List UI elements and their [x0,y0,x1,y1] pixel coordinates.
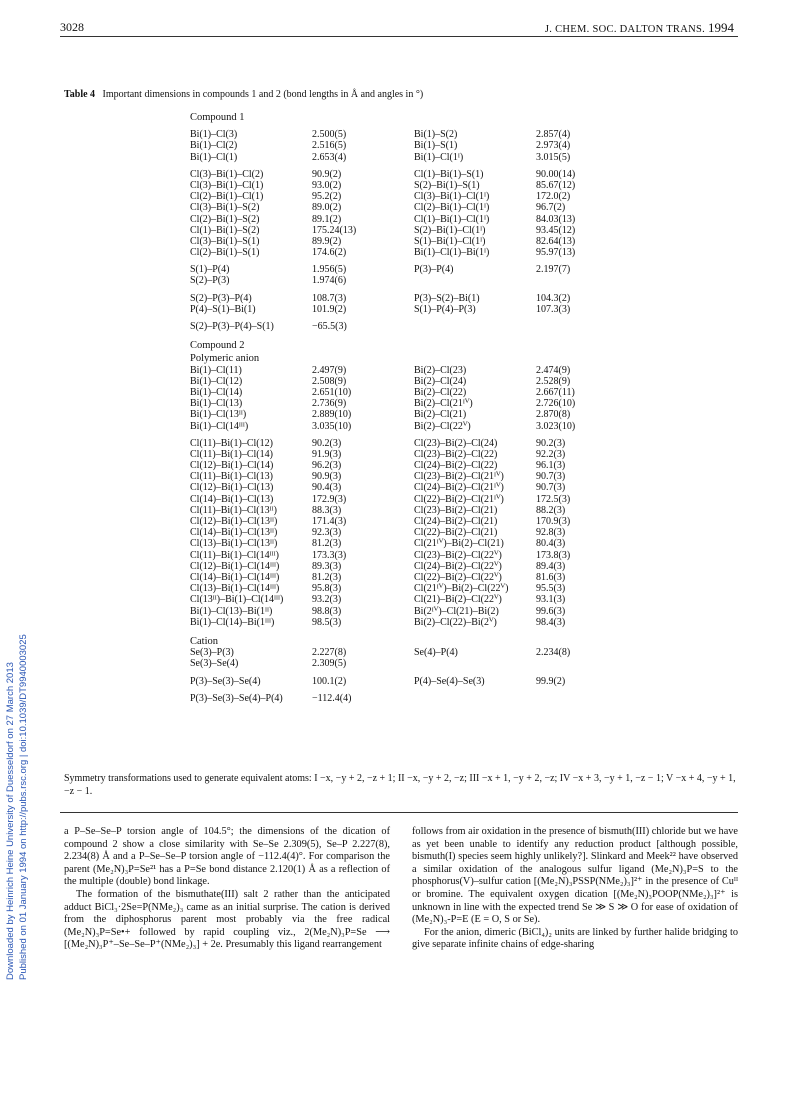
bond-label: Cl(3)–Bi(1)–S(2) [190,202,260,214]
bond-value: 2.528(9) [536,375,571,387]
bond-label: P(4)–Se(4)–Se(3) [414,675,485,687]
bond-label: Cl(13)–Bi(1)–Cl(14ᴵᴵᴵ) [190,583,280,595]
bond-label: Cl(23)–Bi(2)–Cl(21) [414,504,498,516]
bond-label: Cl(23)–Bi(2)–Cl(22) [414,448,498,460]
bond-label: Se(3)–Se(4) [190,658,239,670]
bond-label: Cl(12)–Bi(1)–Cl(13ᴵᴵ) [190,516,278,528]
table-row [190,538,750,549]
bond-value: 2.889(10) [312,409,352,421]
bond-label: Bi(1)–Cl(1)–Bi(1ᴵ) [414,247,490,259]
bond-label: Cl(22)–Bi(2)–Cl(21ᴵⱽ) [414,493,504,505]
bond-value: 108.7(3) [312,292,347,304]
page-number: 3028 [60,20,84,34]
bond-label: Cl(3)–Bi(1)–Cl(1ᴵ) [414,191,490,203]
table-row [190,583,750,594]
table-row [190,236,750,247]
bond-value: 174.6(2) [312,247,347,259]
bond-label: Bi(2ᴵⱽ)–Cl(21)–Bi(2) [414,605,499,617]
table-row [190,505,750,516]
bond-label: Se(4)–P(4) [414,647,458,659]
bond-value: 88.3(3) [312,504,342,516]
table-row [190,409,750,420]
bond-value: 90.7(3) [536,471,566,483]
bond-label: Cl(12)–Bi(1)–Cl(14ᴵᴵᴵ) [190,560,280,572]
bond-label: Cl(22)–Bi(2)–Cl(21) [414,527,498,539]
bond-label: Cl(21ᴵⱽ)–Bi(2)–Cl(21) [414,538,504,550]
table-block [190,264,750,286]
polymeric-anion-title: Polymeric anion [190,353,260,365]
table-row [190,617,750,628]
bond-value: 172.0(2) [536,191,571,203]
bond-label: Bi(1)–Cl(14) [190,386,243,398]
bond-label: S(2)–Bi(1)–Cl(1ᴵ) [414,224,486,236]
bond-label: Bi(1)–Cl(11) [190,364,242,376]
bond-value: 172.5(3) [536,493,571,505]
bond-label: Bi(2)–Cl(21) [414,409,467,421]
bond-label: Cl(11)–Bi(1)–Cl(13ᴵᴵ) [190,504,277,516]
bond-label: Cl(11)–Bi(1)–Cl(12) [190,437,273,449]
bond-label: S(2)–Bi(1)–S(1) [414,179,480,191]
bond-value: 2.973(4) [536,140,571,152]
bond-label: Cl(1)–Bi(1)–S(1) [414,168,484,180]
table-row [190,460,750,471]
bond-label: Cl(14)–Bi(1)–Cl(13) [190,493,274,505]
bond-value: 2.508(9) [312,375,347,387]
table-row [190,561,750,572]
bond-label: Bi(1)–Cl(2) [190,140,238,152]
bond-value: 89.9(2) [312,235,342,247]
bond-value: 2.234(8) [536,647,571,659]
table-block [190,676,750,687]
table-block [190,169,750,259]
bond-label: Cl(2)–Bi(1)–Cl(1) [190,191,264,203]
bond-label: P(3)–Se(3)–Se(4) [190,675,261,687]
bond-value: 89.4(3) [536,560,566,572]
bond-label: Cl(2)–Bi(1)–S(1) [190,247,260,259]
bond-value: 2.736(9) [312,398,347,410]
paragraph: For the anion, dimeric (BiCl₄)₂ units are linked by further halide bridging to give separate infinite chains of edge-sharing [412,926,738,951]
bond-value: 1.956(5) [312,264,347,276]
table-row [190,304,750,315]
bond-value: 173.3(3) [312,549,347,561]
table-row [190,516,750,527]
bond-value: 92.3(3) [312,527,342,539]
bond-value: −65.5(3) [312,321,347,333]
bond-label: Bi(1)–Cl(3) [190,129,238,141]
table-bottom-rule [60,812,738,813]
bond-value: 91.9(3) [312,448,342,460]
bond-value: 90.2(3) [536,437,566,449]
bond-value: 95.8(3) [312,583,342,595]
bond-value: 2.500(5) [312,129,347,141]
bond-label: Cl(3)–Bi(1)–Cl(1) [190,179,264,191]
bond-label: Cl(11)–Bi(1)–Cl(14ᴵᴵᴵ) [190,549,279,561]
table-row [190,225,750,236]
bond-value: −112.4(4) [312,692,352,704]
bond-label: Cl(14)–Bi(1)–Cl(14ᴵᴵᴵ) [190,571,280,583]
bond-value: 2.726(10) [536,398,576,410]
table-row [190,482,750,493]
bond-label: Cl(24)–Bi(2)–Cl(21) [414,516,498,528]
table-row [190,152,750,163]
body-column-left [64,826,390,952]
sidebar-line-downloaded[interactable]: Downloaded by Heinrich Heine University of Duesseldorf on 27 March 2013 [5,662,16,980]
compound2-title: Compound 2 [190,340,245,352]
table-block [190,365,750,432]
table-row [190,606,750,617]
bond-value: 2.857(4) [536,129,571,141]
bond-label: Bi(2)–Cl(23) [414,364,467,376]
bond-value: 85.67(12) [536,179,576,191]
table-row [190,202,750,213]
bond-value: 93.45(12) [536,224,576,236]
bond-label: Cl(1)–Bi(1)–S(2) [190,224,260,236]
bond-value: 96.2(3) [312,460,342,472]
bond-value: 3.015(5) [536,151,571,163]
bond-label: Cl(24)–Bi(2)–Cl(22) [414,460,498,472]
bond-value: 89.1(2) [312,213,342,225]
bond-label: Bi(2)–Cl(22)–Bi(2ⱽ) [414,616,497,628]
bond-label: Bi(1)–Cl(13ᴵᴵ) [190,409,247,421]
bond-label: Bi(1)–Cl(12) [190,375,243,387]
bond-label: Cl(12)–Bi(1)–Cl(13) [190,482,274,494]
bond-value: 2.197(7) [536,264,571,276]
bond-value: 3.023(10) [536,420,576,432]
bond-value: 90.9(3) [312,471,342,483]
bond-value: 2.474(9) [536,364,571,376]
bond-value: 2.667(11) [536,386,575,398]
bond-label: Cl(24)–Bi(2)–Cl(22ⱽ) [414,560,502,572]
bond-label: Cl(3)–Bi(1)–S(1) [190,235,260,247]
table-label: Table 4 [64,89,96,100]
bond-label: Cl(23)–Bi(2)–Cl(21ᴵⱽ) [414,471,504,483]
table-block [190,438,750,628]
bond-label: Se(3)–P(3) [190,647,234,659]
table-block [190,693,750,704]
bond-value: 95.97(13) [536,247,576,259]
table-row [190,321,750,332]
bond-label: Bi(1)–S(1) [414,140,458,152]
table-row [190,647,750,658]
sidebar-line-published[interactable]: Published on 01 January 1994 on http://pubs.rsc.org | doi:10.1039/DT9940003025 [18,634,29,980]
bond-value: 96.7(2) [536,202,566,214]
bond-label: S(2)–P(3)–P(4)–S(1) [190,321,274,333]
bond-value: 2.227(8) [312,647,347,659]
bond-value: 81.2(3) [312,571,342,583]
bond-label: S(2)–P(3)–P(4) [190,292,252,304]
table-row [190,365,750,376]
table-row [190,275,750,286]
bond-value: 80.4(3) [536,538,566,550]
bond-value: 100.1(2) [312,675,347,687]
bond-value: 101.9(2) [312,303,347,315]
bond-value: 89.3(3) [312,560,342,572]
bond-value: 81.2(3) [312,538,342,550]
bond-value: 173.8(3) [536,549,571,561]
table-caption-text: Important dimensions in compounds 1 and 2 (bond lengths in Å and angles in °) [102,89,424,100]
table-row [190,572,750,583]
bond-label: Cl(24)–Bi(2)–Cl(21ᴵⱽ) [414,482,504,494]
table-row [190,214,750,225]
bond-label: Cl(11)–Bi(1)–Cl(14) [190,448,273,460]
dimensions-table [190,112,750,704]
table-row [190,293,750,304]
compound1-title: Compound 1 [190,112,245,123]
bond-value: 82.64(13) [536,235,576,247]
table-row [190,180,750,191]
bond-value: 2.309(5) [312,658,347,670]
bond-value: 95.5(3) [536,583,566,595]
table-row [190,693,750,704]
table-caption [64,89,423,100]
paragraph: follows from air oxidation in the presence of bismuth(III) chloride but we have as yet been unable to identify any reduction product [although possible, bismuth(I) species seem highly unlikely?]. Slinkard and Meek²² have observed a similar oxidation of the analogous sulfur ligand (Me₂N)₃P=S to the phosphorus(V)–sulfur cation [(Me₂N)₃PSSP(NMe₂)₃]²⁺ in the presence of Cuᴵᴵ or bromine. The equivalent oxygen dication [(Me₂N)₃POOP(NMe₂)₃]²⁺ is unknown in line with the expected trend Se ≫ S ≫ O for ease of oxidation of (Me₂N)₃-P=E (E = O, S or Se). [412,826,738,926]
cation-title: Cation [190,635,218,647]
bond-value: 90.00(14) [536,168,576,180]
table-row [190,169,750,180]
table-row [190,376,750,387]
bond-value: 99.6(3) [536,605,566,617]
bond-value: 93.2(3) [312,594,342,606]
bond-value: 90.7(3) [536,482,566,494]
paragraph: a P–Se–Se–P torsion angle of 104.5°; the dimensions of the dication of compound 2 show a close similarity with Se–Se 2.309(5), Se–P 2.227(8), 2.234(8) Å and a P–Se–Se–P torsion angle of −112.4(4)°. For comparison the parent (Me₂N)₃P=Se²¹ has a P=Se bond distance 2.120(1) Å as a reflection of the multiple (double) bond linkage. [64,826,390,888]
body-column-right [412,826,738,952]
bond-value: 96.1(3) [536,460,566,472]
bond-label: Cl(23)–Bi(2)–Cl(22ⱽ) [414,549,502,561]
bond-value: 93.0(2) [312,179,342,191]
bond-value: 95.2(2) [312,191,342,203]
symmetry-note: Symmetry transformations used to generate equivalent atoms: I −x, −y + 2, −z + 1; II −x, −y + 2, −z; III −x + 1, −y + 2, −z; IV −x + 3, −y + 1, −z − 1; V −x + 4, −y + 1, −z − 1. [64,773,736,797]
bond-label: S(1)–P(4) [190,264,230,276]
bond-value: 90.2(3) [312,437,342,449]
bond-label: Cl(21)–Bi(2)–Cl(22ⱽ) [414,594,502,606]
bond-label: S(1)–P(4)–P(3) [414,303,476,315]
bond-label: S(1)–Bi(1)–Cl(1ᴵ) [414,235,486,247]
bond-label: Cl(2)–Bi(1)–S(2) [190,213,260,225]
bond-value: 98.8(3) [312,605,342,617]
bond-value: 92.2(3) [536,448,566,460]
bond-value: 2.651(10) [312,386,352,398]
bond-value: 2.653(4) [312,151,347,163]
table-block [190,321,750,332]
table-row [190,658,750,669]
journal-year: 1994 [708,20,734,35]
table-row [190,264,750,275]
table-row [190,191,750,202]
bond-label: Cl(13)–Bi(1)–Cl(13ᴵᴵ) [190,538,278,550]
bond-value: 107.3(3) [536,303,571,315]
bond-value: 92.8(3) [536,527,566,539]
bond-label: Bi(2)–Cl(22ⱽ) [414,420,471,432]
bond-value: 170.9(3) [536,516,571,528]
bond-value: 99.9(2) [536,675,566,687]
table-row [190,471,750,482]
table-row [190,398,750,409]
bond-label: P(3)–Se(3)–Se(4)–P(4) [190,692,283,704]
table-row [190,140,750,151]
bond-value: 171.4(3) [312,516,347,528]
table-row [190,421,750,432]
bond-value: 104.3(2) [536,292,571,304]
table-row [190,247,750,258]
bond-label: Cl(23)–Bi(2)–Cl(24) [414,437,498,449]
table-block [190,647,750,669]
table-row [190,527,750,538]
bond-value: 1.974(6) [312,275,347,287]
bond-label: Cl(13ᴵᴵ)–Bi(1)–Cl(14ᴵᴵᴵ) [190,594,284,606]
table-block [190,293,750,315]
bond-value: 2.497(9) [312,364,347,376]
table-row [190,438,750,449]
bond-label: Bi(1)–Cl(14ᴵᴵᴵ) [190,420,249,432]
bond-label: P(4)–S(1)–Bi(1) [190,303,256,315]
bond-value: 90.9(2) [312,168,342,180]
bond-value: 84.03(13) [536,213,576,225]
table-row [190,129,750,140]
bond-label: P(3)–P(4) [414,264,454,276]
bond-label: Bi(2)–Cl(22) [414,386,467,398]
bond-label: Bi(1)–S(2) [414,129,458,141]
bond-value: 3.035(10) [312,420,352,432]
bond-label: Cl(11)–Bi(1)–Cl(13) [190,471,273,483]
bond-label: Bi(1)–Cl(13) [190,398,243,410]
paragraph: The formation of the bismuthate(III) salt 2 rather than the anticipated adduct BiCl₃·2Se=P(NMe₂)₃ came as an initial surprise. The cation is derived from the diphosphorus parent most probably via the free radical (Me₂N)₃P=Se•+ followed by rapid coupling viz., 2(Me₂N)₃P=Se ⟶ [(Me₂N)₃P⁺–Se–Se–P⁺(NMe₂)₃] + 2e. Presumably this ligand rearrangement [64,888,390,951]
table-row [190,676,750,687]
journal-header [545,20,734,36]
bond-label: Cl(14)–Bi(1)–Cl(13ᴵᴵ) [190,527,278,539]
journal-name: J. CHEM. SOC. DALTON TRANS. [544,24,706,35]
download-sidebar[interactable] [4,560,30,1040]
bond-value: 2.516(5) [312,140,347,152]
table-row [190,387,750,398]
bond-label: P(3)–S(2)–Bi(1) [414,292,480,304]
bond-label: Bi(2)–Cl(21ᴵⱽ) [414,398,473,410]
bond-value: 175.24(13) [312,224,357,236]
header-rule [60,36,738,37]
bond-label: Cl(2)–Bi(1)–Cl(1ᴵ) [414,202,490,214]
table-row [190,449,750,460]
bond-label: Bi(1)–Cl(1ᴵ) [414,151,464,163]
bond-label: Bi(1)–Cl(14)–Bi(1ᴵᴵᴵ) [190,616,275,628]
table-row [190,594,750,605]
bond-value: 2.870(8) [536,409,571,421]
bond-label: Cl(21ᴵⱽ)–Bi(2)–Cl(22ⱽ) [414,583,509,595]
bond-label: Bi(2)–Cl(24) [414,375,467,387]
table-block [190,129,750,163]
bond-value: 89.0(2) [312,202,342,214]
bond-label: Cl(3)–Bi(1)–Cl(2) [190,168,264,180]
bond-value: 98.4(3) [536,616,566,628]
table-row [190,494,750,505]
bond-label: Bi(1)–Cl(1) [190,151,238,163]
bond-label: S(2)–P(3) [190,275,230,287]
table-row [190,550,750,561]
bond-value: 93.1(3) [536,594,566,606]
bond-value: 88.2(3) [536,504,566,516]
bond-value: 172.9(3) [312,493,347,505]
bond-label: Cl(1)–Bi(1)–Cl(1ᴵ) [414,213,490,225]
bond-value: 90.4(3) [312,482,342,494]
bond-value: 81.6(3) [536,571,566,583]
bond-label: Cl(22)–Bi(2)–Cl(22ⱽ) [414,571,502,583]
bond-label: Bi(1)–Cl(13)–Bi(1ᴵᴵ) [190,605,273,617]
bond-label: Cl(12)–Bi(1)–Cl(14) [190,460,274,472]
bond-value: 98.5(3) [312,616,342,628]
